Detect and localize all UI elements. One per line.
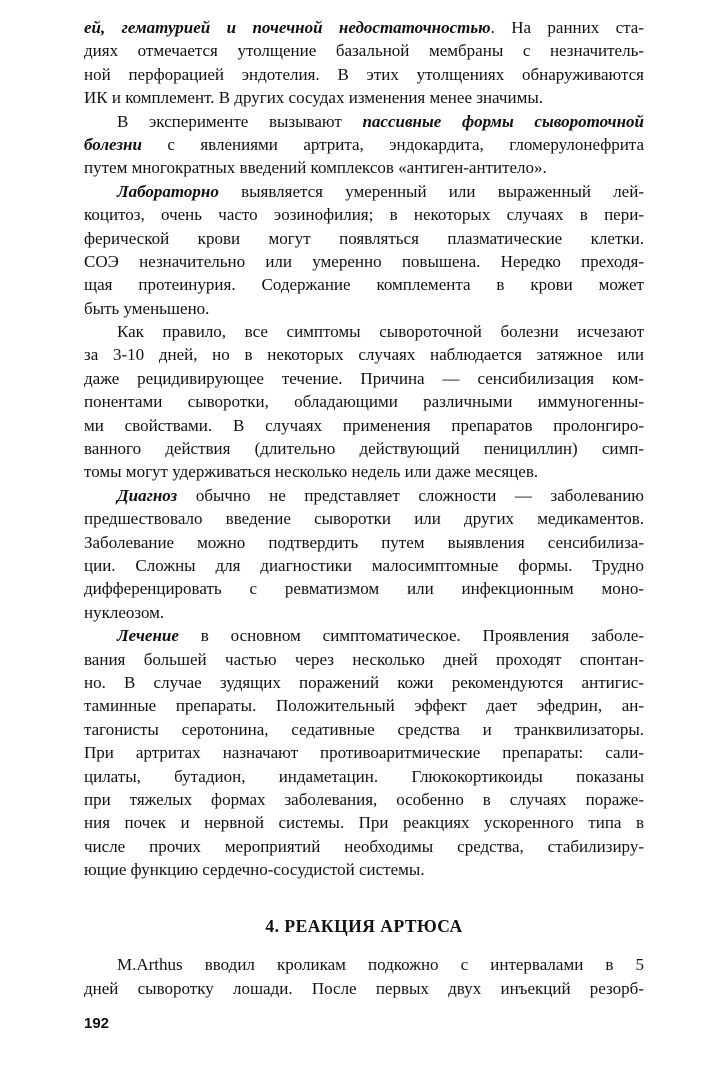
text-line: коцитоз, очень часто эозинофилия; в некоторых случаях в пери- <box>84 205 644 225</box>
paragraph <box>84 484 644 624</box>
text-line: M.Arthus вводил кроликам подкожно с интервалами в 5 <box>117 955 644 975</box>
text-column <box>84 16 644 1000</box>
bold-term: ей, гематурией и почечной недостаточностью <box>84 18 491 37</box>
text-fragment: выявляется умеренный или выраженный лей- <box>218 181 644 201</box>
text-line: понентами сыворотки, обладающими различными иммуногенны- <box>84 392 644 412</box>
text-line: числе прочих мероприятий необходимы средства, стабилизиру- <box>84 836 644 856</box>
text-line <box>84 624 644 647</box>
bold-term: Диагноз <box>117 485 178 505</box>
text-line <box>84 110 644 133</box>
bold-term: Лабораторно <box>117 181 219 201</box>
text-line: ми свойствами. В случаях применения препаратов пролонгиро- <box>84 415 644 435</box>
text-line: но. В случае зудящих поражений кожи рекомендуются антигис- <box>84 672 644 692</box>
page-number: 192 <box>84 1015 110 1032</box>
text-line: Как правило, все симптомы сывороточной болезни исчезают <box>117 322 644 342</box>
paragraph <box>84 110 644 180</box>
text-line: предшествовало введение сыворотки или других медикаментов. <box>84 509 644 529</box>
text-line: ющие функцию сердечно-сосудистой системы. <box>84 860 425 880</box>
text-fragment: . На ранних ста- <box>490 18 645 37</box>
bold-term: Лечение <box>117 626 179 646</box>
text-fragment: обычно не представляет сложности — заболеванию <box>177 485 644 505</box>
text-line <box>84 16 644 39</box>
text-line: Заболевание можно подтвердить путем выявления сенсибилиза- <box>84 532 644 552</box>
text-line: вания большей частью через несколько дней проходят спонтан- <box>84 649 644 669</box>
text-line: тагонисты серотонина, седативные средства и транквилизаторы. <box>84 719 644 739</box>
text-line: таминные препараты. Положительный эффект дает эфедрин, ан- <box>84 696 644 716</box>
text-line: ной перфорацией эндотелия. В этих утолщениях обнаруживаются <box>84 64 644 84</box>
text-line: томы могут удерживаться несколько недель или даже месяцев. <box>84 462 539 482</box>
text-line: диях отмечается утолщение базальной мембраны с незначитель- <box>84 41 644 61</box>
text-line: дифференцировать с ревматизмом или инфекционным моно- <box>84 579 644 599</box>
text-line: даже рецидивирующее течение. Причина — сенсибилизация ком- <box>84 368 644 388</box>
text-line: путем многократных введений комплексов «антиген-антитело». <box>84 158 547 178</box>
text-line <box>84 180 644 203</box>
text-line: ванного действия (длительно действующий пенициллин) симп- <box>84 439 644 459</box>
text-line: ИК и комплемент. В других сосудах изменения менее значимы. <box>84 88 543 108</box>
paragraph <box>84 320 644 484</box>
text-line: При артритах назначают противоаритмические препараты: сали- <box>84 743 644 763</box>
text-line <box>84 484 644 507</box>
paragraph <box>84 180 644 320</box>
text-line: ферической крови могут появляться плазматические клетки. <box>84 228 644 248</box>
text-line: ния почек и нервной системы. При реакциях ускоренного типа в <box>84 813 644 833</box>
text-line: щая протеинурия. Содержание комплемента в крови может <box>84 275 644 295</box>
text-fragment: с явлениями артрита, эндокардита, гломерулонефрита <box>141 134 644 154</box>
text-line: нуклеозом. <box>84 602 165 622</box>
paragraph <box>84 953 644 1000</box>
spacer <box>84 881 644 911</box>
bold-term: пассивные формы сывороточной <box>362 111 644 131</box>
spacer <box>84 941 644 953</box>
text-line: быть уменьшено. <box>84 298 210 318</box>
text-fragment: В эксперименте вызывают <box>117 111 363 131</box>
text-line: ции. Сложны для диагностики малосимптомные формы. Трудно <box>84 555 644 575</box>
text-line: дней сыворотку лошади. После первых двух инъекций резорб- <box>84 978 644 998</box>
bold-term: болезни <box>84 134 142 154</box>
section-heading: 4. РЕАКЦИЯ АРТЮСА <box>265 916 463 937</box>
text-line: цилаты, бутадион, индаметацин. Глюкокортикоиды показаны <box>84 766 644 786</box>
paragraph <box>84 624 644 881</box>
text-line: СОЭ незначительно или умеренно повышена. Нередко преходя- <box>84 251 644 271</box>
text-line <box>84 133 644 156</box>
paragraph <box>84 16 644 110</box>
text-line: при тяжелых формах заболевания, особенно в случаях пораже- <box>84 789 644 809</box>
text-fragment: в основном симптоматическое. Проявления заболе- <box>178 626 644 646</box>
text-line: за 3-10 дней, но в некоторых случаях наблюдается затяжное или <box>84 345 644 365</box>
